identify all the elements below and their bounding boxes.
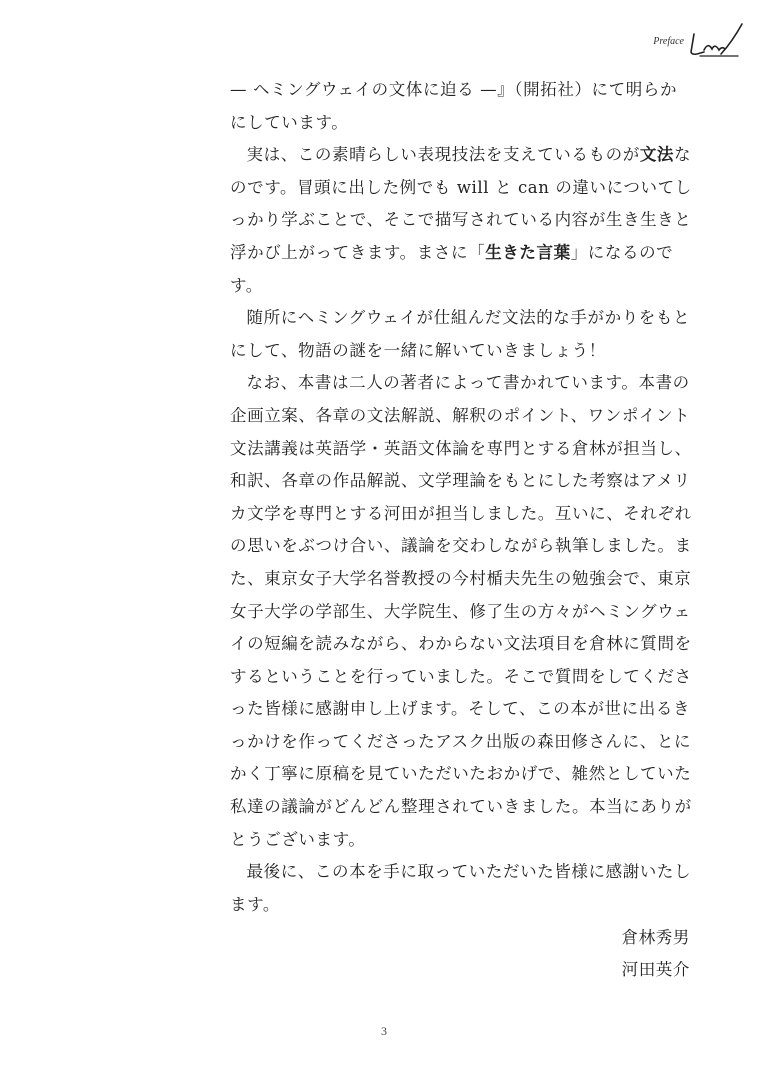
paragraph-text: なお、本書は二人の著者によって書かれています。本書の企画立案、各章の文法解説、解釈のポイント、ワンポイント文法講義は英語学・英語文体論を専門とする倉林が担当し、和訳、各章の作品解説、文学理論をもとにした考察はアメリカ文学を専門とする河田が担当しました。互いに、それぞれの思いをぶつけ合い、議論を交わしながら執筆しました。また、東京女子大学名誉教授の今村楯夫先生の勉強会で、東京女子大学の学部生、大学院生、修了生の方々がヘミングウェイの短編を読みながら、わからない文法項目を倉林に質問をするということを行っていました。そこで質問をしてくださった皆様に感謝申し上げます。そして、この本が世に出るきっかけを作ってくださったアスク出版の森田修さんに、とにかく丁寧に原稿を見ていただいたおかげで、雑然としていた私達の議論がどんどん整理されていきました。本当にありがとうございます。 bbox=[230, 373, 692, 849]
paragraph-text: 随所にヘミングウェイが仕組んだ文法的な手がかりをもとにして、物語の謎を一緒に解いていきましょう！ bbox=[230, 308, 691, 360]
preface-body bbox=[230, 74, 692, 921]
paragraph bbox=[230, 74, 692, 139]
running-header bbox=[606, 22, 746, 62]
emphasis-text: 文法 bbox=[639, 145, 675, 165]
paragraph bbox=[230, 139, 692, 302]
paragraph-text: 実は、この素晴らしい表現技法を支えているものが bbox=[246, 145, 640, 165]
author-name: 倉林秀男 bbox=[621, 928, 690, 947]
emphasis-text: 生きた言葉 bbox=[485, 242, 571, 262]
page-number: 3 bbox=[381, 1024, 387, 1038]
author-name: 河田英介 bbox=[621, 960, 690, 979]
author-signatures bbox=[622, 922, 690, 986]
paragraph-text: 」になるのです。 bbox=[230, 242, 674, 295]
paragraph bbox=[230, 856, 692, 921]
paragraph bbox=[230, 367, 692, 856]
paragraph-text: 最後に、この本を手に取っていただいた皆様に感謝いたします。 bbox=[230, 862, 692, 914]
paragraph-text: なのです。冒頭に出した例でも will と can の違いについてしっかり学ぶことで、そこで描写されている内容が生き生きと浮かび上がってきます。まさに「 bbox=[230, 145, 692, 262]
paragraph-text: — ヘミングウェイの文体に迫る —』（開拓社）にて明らかにしています。 bbox=[230, 80, 678, 132]
signature-logo-icon bbox=[688, 22, 746, 62]
header-label: Preface bbox=[653, 36, 684, 47]
paragraph bbox=[230, 302, 692, 367]
